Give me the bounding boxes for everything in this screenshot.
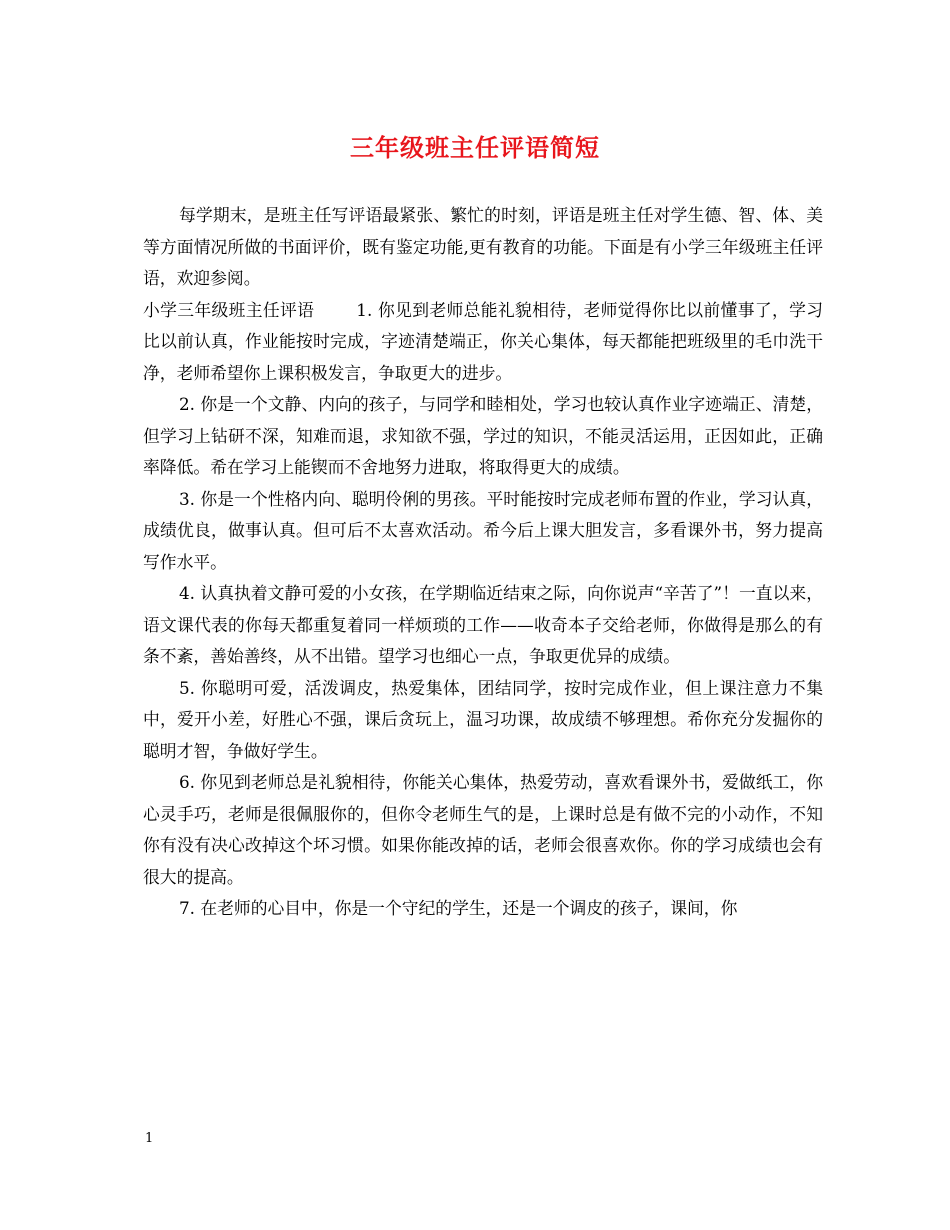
comment-2: 2. 你是一个文静、内向的孩子，与同学和睦相处，学习也较认真作业字迹端正、清楚，但学习上钻研不深，知难而退，求知欲不强，学过的知识，不能灵活运用，正因如此，正确率降低。希在学习上能锲而不舍地努力进取，将取得更大的成绩。 [143, 394, 823, 477]
comment-5: 5. 你聪明可爱，活泼调皮，热爱集体，团结同学，按时完成作业，但上课注意力不集中，爱开小差，好胜心不强，课后贪玩上，温习功课，故成绩不够理想。希你充分发掘你的聪明才智，争做好学生。 [143, 677, 823, 761]
intro-paragraph: 每学期末，是班主任写评语最紧张、繁忙的时刻，评语是班主任对学生德、智、体、美等方面情况所做的书面评价，既有鉴定功能,更有教育的功能。下面是有小学三年级班主任评语，欢迎参阅。 [143, 205, 823, 288]
comment-4: 4. 认真执着文静可爱的小女孩，在学期临近结束之际，向你说声“辛苦了”！一直以来，语文课代表的你每天都重复着同一样烦琐的工作——收奇本子交给老师，你做得是那么的有条不紊，善始善终，从不出错。望学习也细心一点，争取更优异的成绩。 [143, 583, 823, 666]
comment-6: 6. 你见到老师总是礼貌相待，你能关心集体，热爱劳动，喜欢看课外书，爱做纸工，你心灵手巧，老师是很佩服你的，但你令老师生气的是，上课时总是有做不完的小动作，不知你有没有决心改掉这个坏习惯。如果你能改掉的话，老师会很喜欢你。你的学习成绩也会有很大的提高。 [143, 772, 823, 887]
document-body [143, 200, 823, 925]
page-number: 1 [145, 1131, 154, 1146]
subheading: 小学三年级班主任评语 [143, 299, 315, 320]
document-title: 三年级班主任评语简短 [350, 133, 600, 162]
comment-3: 3. 你是一个性格内向、聪明伶俐的男孩。平时能按时完成老师布置的作业，学习认真，成绩优良，做事认真。但可后不太喜欢活动。希今后上课大胆发言，多看课外书，努力提高写作水平。 [143, 488, 823, 572]
comment-1: 1. 你见到老师总能礼貌相待，老师觉得你比以前懂事了，学习比以前认真，作业能按时完成，字迹清楚端正，你关心集体，每天都能把班级里的毛巾洗干净，老师希望你上课积极发言，争取更大的进步。 [143, 299, 823, 383]
comment-7: 7. 在老师的心目中，你是一个守纪的学生，还是一个调皮的孩子，课间，你 [179, 898, 738, 918]
comment-paragraph-1 [143, 295, 823, 390]
